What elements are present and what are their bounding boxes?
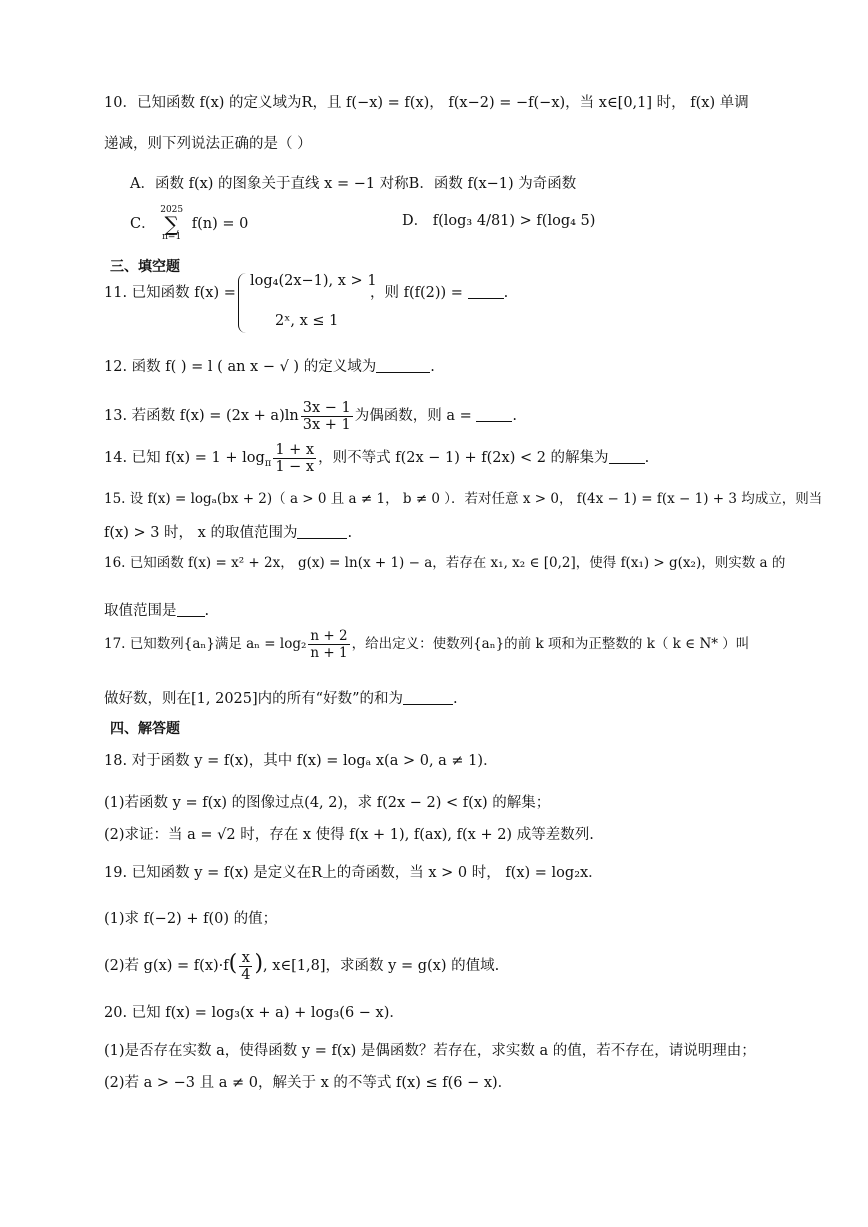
q13-numerator: 3x − 1 bbox=[302, 399, 351, 416]
q17-answer-blank bbox=[403, 690, 453, 705]
q17-post: ，给出定义：使数列{aₙ}的前 k 项和为正整数的 k（ k ∈ N* ）叫 bbox=[351, 636, 750, 652]
q16-answer-blank bbox=[177, 602, 205, 617]
q17-pre: 17. 已知数列{aₙ}满足 aₙ = log₂ bbox=[104, 636, 307, 652]
sigma-bottom: n=1 bbox=[162, 232, 182, 242]
q16-line2-text: 取值范围是 bbox=[104, 603, 177, 619]
q10-options-ab: A．函数 f(x) 的图象关于直线 x = −1 对称B．函数 f(x−1) 为奇函数 bbox=[130, 176, 577, 192]
q18-line1: 18. 对于函数 y = f(x)，其中 f(x) = logₐ x(a > 0, a ≠ 1)． bbox=[104, 753, 498, 769]
q17-numerator: n + 2 bbox=[310, 628, 348, 644]
q20-line1: 20. 已知 f(x) = log₃(x + a) + log₃(6 − x)． bbox=[104, 1005, 404, 1021]
q11-case2: 2ˣ, x ≤ 1 bbox=[275, 313, 339, 329]
q17-line1 bbox=[104, 624, 749, 664]
q17-line2: 做好数，则在[1, 2025]内的所有“好数”的和为 . bbox=[104, 691, 458, 707]
q17-denominator: n + 1 bbox=[310, 645, 348, 661]
piecewise-brace bbox=[238, 273, 249, 333]
q15-line2: f(x) > 3 时， x 的取值范围为 . bbox=[104, 525, 353, 541]
q11-post-text: ，则 f(f(2)) = bbox=[370, 285, 468, 301]
q10-option-d bbox=[402, 212, 595, 230]
q18-part1: (1)若函数 y = f(x) 的图像过点(4, 2)，求 f(2x − 2) < f(x) 的解集； bbox=[104, 795, 551, 811]
q19-line1: 19. 已知函数 y = f(x) 是定义在R上的奇函数，当 x > 0 时， f(x) = log₂x． bbox=[104, 865, 603, 881]
q13-answer-blank bbox=[476, 407, 512, 422]
q19-part2: (2)若 g(x) = f(x)·f( $\frac{x}{4}$ ), x∈[1,8]，求函数 y = g(x) 的值域. bbox=[104, 949, 500, 983]
q10-line2: 递减，则下列说法正确的是（ ） bbox=[104, 136, 312, 152]
q11-text bbox=[104, 284, 236, 302]
q14-denominator: 1 − x bbox=[275, 458, 315, 475]
q10-option-d-body: f(log₃ 4/81) > f(log₄ 5) bbox=[432, 213, 596, 229]
q16-line1: 16. 已知函数 f(x) = x² + 2x， g(x) = ln(x + 1) − a，若存在 x₁, x₂ ∈ [0,2]，使得 f(x₁) > g(x₂)，则实数 a 的 bbox=[104, 555, 786, 571]
sigma-symbol: 2025 ∑ n=1 bbox=[160, 205, 184, 242]
q14-answer-blank bbox=[609, 449, 645, 464]
q20-part2: (2)若 a > −3 且 a ≠ 0，解关于 x 的不等式 f(x) ≤ f(6 − x)． bbox=[104, 1075, 513, 1091]
q13-pre: 13. 若函数 f(x) = (2x + a)ln bbox=[104, 408, 299, 424]
q11-pre: 11. 已知函数 f(x) = bbox=[104, 285, 236, 301]
q11-case1: log₄(2x−1), x > 1 bbox=[250, 273, 377, 289]
q10-option-d-label: D． bbox=[402, 213, 429, 229]
q15-line2-text: f(x) > 3 时， x 的取值范围为 bbox=[104, 525, 298, 541]
q19-p2-post: , x∈[1,8]，求函数 y = g(x) 的值域. bbox=[263, 958, 500, 974]
q17-line2-text: 做好数，则在[1, 2025]内的所有“好数”的和为 bbox=[104, 691, 403, 707]
q10-option-c-label: C． bbox=[130, 216, 156, 232]
q10-line1: 10．已知函数 f(x) 的定义域为R，且 f(−x) = f(x)， f(x−2) = −f(−x)，当 x∈[0,1] 时， f(x) 单调 bbox=[104, 95, 749, 111]
q15-answer-blank bbox=[297, 524, 347, 539]
q19-denominator: 4 bbox=[241, 966, 251, 983]
q12-answer-blank bbox=[376, 358, 430, 373]
q18-part2: (2)求证：当 a = √2 时，存在 x 使得 f(x + 1), f(ax), f(x + 2) 成等差数列. bbox=[104, 827, 594, 843]
q14-numerator: 1 + x bbox=[275, 441, 315, 458]
q14-post: ，则不等式 f(2x − 1) + f(2x) < 2 的解集为 bbox=[318, 450, 609, 466]
q12-body: 12. 函数 f( ) = l ( an x − √ ) 的定义域为 bbox=[104, 359, 377, 375]
section-heading-solve: 四、解答题 bbox=[110, 721, 180, 737]
q10-option-c bbox=[130, 206, 248, 242]
q11-post: ，则 f(f(2)) = . bbox=[370, 285, 509, 301]
q15-line1: 15. 设 f(x) = logₐ(bx + 2)（ a > 0 且 a ≠ 1， b ≠ 0 ）．若对任意 x > 0， f(4x − 1) = f(x − 1) + 3 均成立，则当 bbox=[104, 491, 823, 507]
q19-numerator: x bbox=[239, 950, 252, 967]
q13-fraction bbox=[301, 400, 353, 433]
q16-line2: 取值范围是 . bbox=[104, 603, 210, 619]
section-heading-fill-blank: 三、填空题 bbox=[110, 259, 180, 275]
q19-fraction bbox=[239, 950, 252, 983]
q20-part1: (1)是否存在实数 a，使得函数 y = f(x) 是偶函数？若存在，求实数 a 的值，若不存在，请说明理由； bbox=[104, 1043, 756, 1059]
q12-text: 12. 函数 f( ) = l ( an x − √ ) 的定义域为 . bbox=[104, 359, 435, 375]
q14-log-base: π bbox=[264, 458, 272, 469]
q11-answer-blank bbox=[468, 284, 504, 299]
q17-fraction bbox=[308, 628, 349, 661]
q13-denominator: 3x + 1 bbox=[302, 416, 351, 433]
q13-post: 为偶函数，则 a = bbox=[354, 408, 477, 424]
q14-pre: 14. 已知 f(x) = 1 + log bbox=[104, 450, 265, 466]
q13-text: 13. 若函数 f(x) = (2x + a)ln $\frac{3x - 1}{3x + 1}$ 为偶函数，则 a = . bbox=[104, 399, 517, 433]
q10-option-c-body: f(n) = 0 bbox=[191, 216, 249, 232]
q19-p2-pre: (2)若 g(x) = f(x)·f bbox=[104, 958, 229, 974]
q19-part1: (1)求 f(−2) + f(0) 的值； bbox=[104, 911, 278, 927]
q14-text: 14. 已知 $f(x) = 1 + \log_\pi$ $\frac{1 + x}{1 - x}$ ，则不等式 f(2x − 1) + f(2x) < 2 的解集为 . bbox=[104, 441, 650, 475]
sigma-top: 2025 bbox=[160, 205, 184, 215]
q14-fraction bbox=[273, 442, 316, 475]
